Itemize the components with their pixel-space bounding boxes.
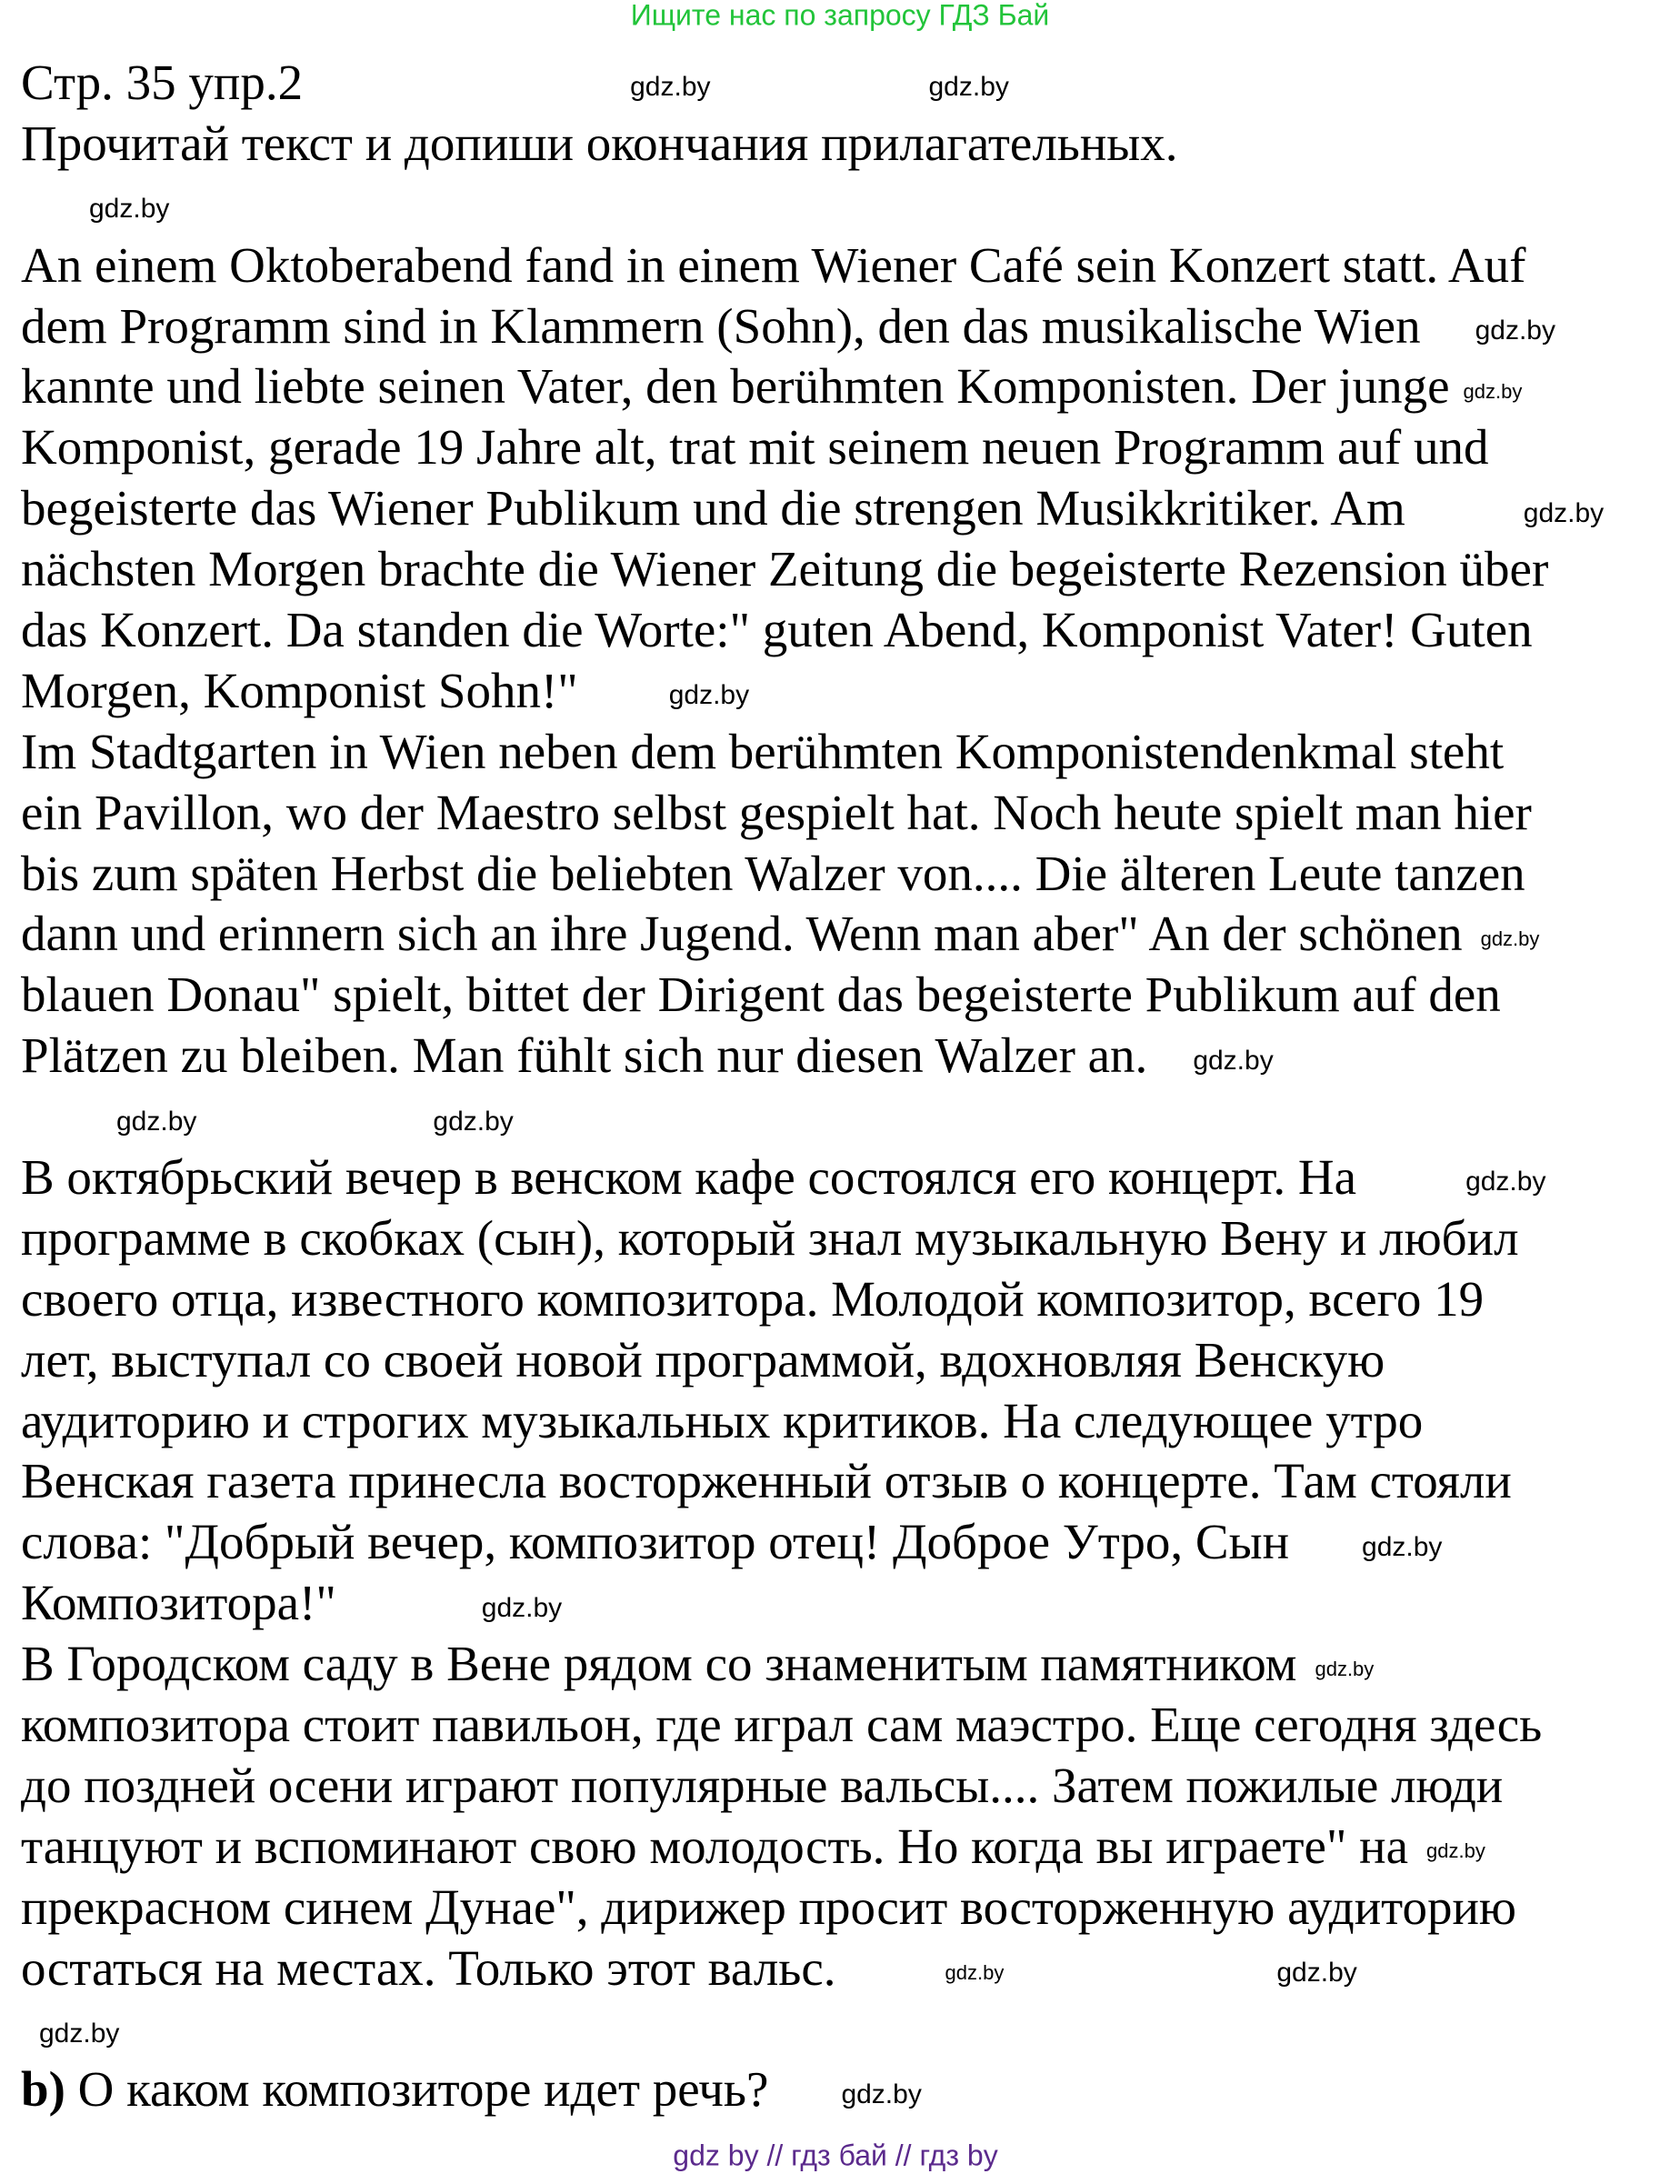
watermark: gdz.by xyxy=(928,72,1009,103)
watermark: gdz.by xyxy=(1193,1045,1274,1076)
text-line-content: begeisterte das Wiener Publikum und die strengen Musikkritiker. Am xyxy=(21,480,1405,536)
text-line xyxy=(21,356,1522,417)
text-line-content: своего отца, известного композитора. Молодой композитор, всего 19 xyxy=(21,1270,1485,1327)
watermark: gdz.by xyxy=(1475,315,1555,346)
watermark: gdz.by xyxy=(1362,1531,1443,1562)
text-line xyxy=(21,1695,1542,1756)
german-text xyxy=(21,235,1604,1087)
text-line xyxy=(21,1573,562,1634)
text-line-content: dem Programm sind in Klammern (Sohn), den das musikalische Wien xyxy=(21,297,1421,354)
text-line xyxy=(21,904,1539,965)
watermark: gdz.by xyxy=(116,1106,197,1137)
text-line-content: nächsten Morgen brachte die Wiener Zeitung die begeisterte Rezension über xyxy=(21,541,1549,597)
watermark: gdz.by xyxy=(841,2079,922,2109)
text-line xyxy=(21,235,1525,296)
text-line-content: аудиторию и строгих музыкальных критиков. На следующее утро xyxy=(21,1392,1424,1448)
text-line-content: программе в скобках (сын), который знал музыкальную Вену и любил xyxy=(21,1209,1519,1266)
text-line xyxy=(21,1391,1423,1452)
top-banner: Ищите нас по запросу ГДЗ Бай xyxy=(630,0,1050,32)
title-row xyxy=(21,53,1009,114)
question xyxy=(21,2059,922,2120)
text-line-content: В Городском саду в Вене рядом со знаменитым памятником xyxy=(21,1636,1297,1692)
watermark: gdz.by xyxy=(630,72,711,103)
text-line-content: прекрасном синем Дунае", дирижер просит восторженную аудиторию xyxy=(21,1878,1517,1935)
text-line-content: композитора стоит павильон, где играл сам маэстро. Еще сегодня здесь xyxy=(21,1697,1543,1753)
text-line-content: Im Stadtgarten in Wien neben dem berühmten Komponistendenkmal steht xyxy=(21,723,1505,779)
watermark: gdz.by xyxy=(89,194,170,225)
text-line xyxy=(21,1634,1374,1695)
text-line xyxy=(21,1208,1519,1269)
text-line xyxy=(21,1451,1512,1512)
question-label: b) xyxy=(21,2061,65,2118)
watermark: gdz.by xyxy=(945,1960,1005,1984)
bottom-banner: gdz by // гдз бай // гдз by xyxy=(673,2139,998,2172)
text-line xyxy=(21,600,1533,661)
instruction: Прочитай текст и допиши окончания прилагательных. xyxy=(21,115,1178,171)
watermark: gdz.by xyxy=(481,1592,563,1623)
text-line xyxy=(21,1269,1484,1330)
text-line-content: В октябрьский вечер в венском кафе состоялся его концерт. На xyxy=(21,1149,1357,1206)
spacer xyxy=(21,1999,119,2060)
text-line-content: лет, выступал со своей новой программой, вдохновляя Венскую xyxy=(21,1331,1385,1388)
text-line-content: Венская газета принесла восторженный отзыв о концерте. Там стояли xyxy=(21,1453,1512,1509)
watermark: gdz.by xyxy=(39,2018,120,2049)
text-line xyxy=(21,539,1548,600)
text-line xyxy=(21,661,749,722)
text-line-content: остаться на местах. Только этот вальс. xyxy=(21,1939,836,1996)
watermark: gdz.by xyxy=(1465,1167,1546,1197)
text-line xyxy=(21,478,1604,539)
text-line-content: Композитора!" xyxy=(21,1575,336,1631)
text-line-content: bis zum späten Herbst die beliebten Walzer von.... Die älteren Leute tanzen xyxy=(21,845,1525,901)
text-line xyxy=(21,1330,1385,1391)
text-line xyxy=(21,1939,1357,1999)
text-line-content: Plätzen zu bleiben. Man fühlt sich nur diesen Walzer an. xyxy=(21,1027,1148,1084)
watermark: gdz.by xyxy=(1523,497,1605,528)
question-text: О каком композиторе идет речь? xyxy=(65,2061,769,2118)
text-line-content: das Konzert. Da standen die Worte:" guten Abend, Komponist Vater! Guten xyxy=(21,602,1533,658)
text-line xyxy=(21,783,1532,844)
text-line xyxy=(21,417,1488,478)
watermark: gdz.by xyxy=(1426,1839,1485,1863)
spacer xyxy=(21,1087,514,1147)
text-line-content: blauen Donau" spielt, bittet der Dirigent das begeisterte Publikum auf den xyxy=(21,967,1501,1023)
watermark: gdz.by xyxy=(1276,1957,1357,1988)
watermark: gdz.by xyxy=(433,1106,514,1137)
text-line xyxy=(21,844,1525,905)
watermark: gdz.by xyxy=(1463,379,1523,403)
text-line xyxy=(21,1817,1485,1878)
text-line xyxy=(21,722,1504,783)
text-line-content: слова: "Добрый вечер, композитор отец! Доброе Утро, Сын xyxy=(21,1514,1290,1570)
watermark: gdz.by xyxy=(1315,1657,1375,1680)
text-line xyxy=(21,1026,1274,1087)
text-line-content: Komponist, gerade 19 Jahre alt, trat mit seinem neuen Programm auf und xyxy=(21,419,1489,476)
text-line-content: Morgen, Komponist Sohn!" xyxy=(21,662,578,718)
text-line-content: до поздней осени играют популярные вальсы.... Затем пожилые люди xyxy=(21,1757,1504,1813)
text-line-content: dann und erinnern sich an ihre Jugend. Wenn man aber" An der schönen xyxy=(21,906,1463,962)
text-line xyxy=(21,1147,1545,1208)
text-line xyxy=(21,1756,1503,1817)
text-line-content: kannte und liebte seinen Vater, den berühmten Komponisten. Der junge xyxy=(21,358,1450,415)
text-line xyxy=(21,1512,1442,1573)
spacer xyxy=(21,175,169,235)
page-title: Стр. 35 упр.2 xyxy=(21,55,304,110)
text-line xyxy=(21,296,1555,357)
text-line-content: ein Pavillon, wo der Maestro selbst gespielt hat. Noch heute spielt man hier xyxy=(21,784,1532,840)
watermark: gdz.by xyxy=(1480,927,1540,950)
text-line xyxy=(21,965,1501,1026)
text-line xyxy=(21,1878,1516,1939)
document-body xyxy=(21,53,1604,2120)
russian-text xyxy=(21,1147,1604,1999)
text-line-content: An einem Oktoberabend fand in einem Wiener Café sein Konzert statt. Auf xyxy=(21,236,1526,293)
watermark: gdz.by xyxy=(668,680,750,711)
text-line-content: танцуют и вспоминают свою молодость. Но когда вы играете" на xyxy=(21,1818,1409,1874)
